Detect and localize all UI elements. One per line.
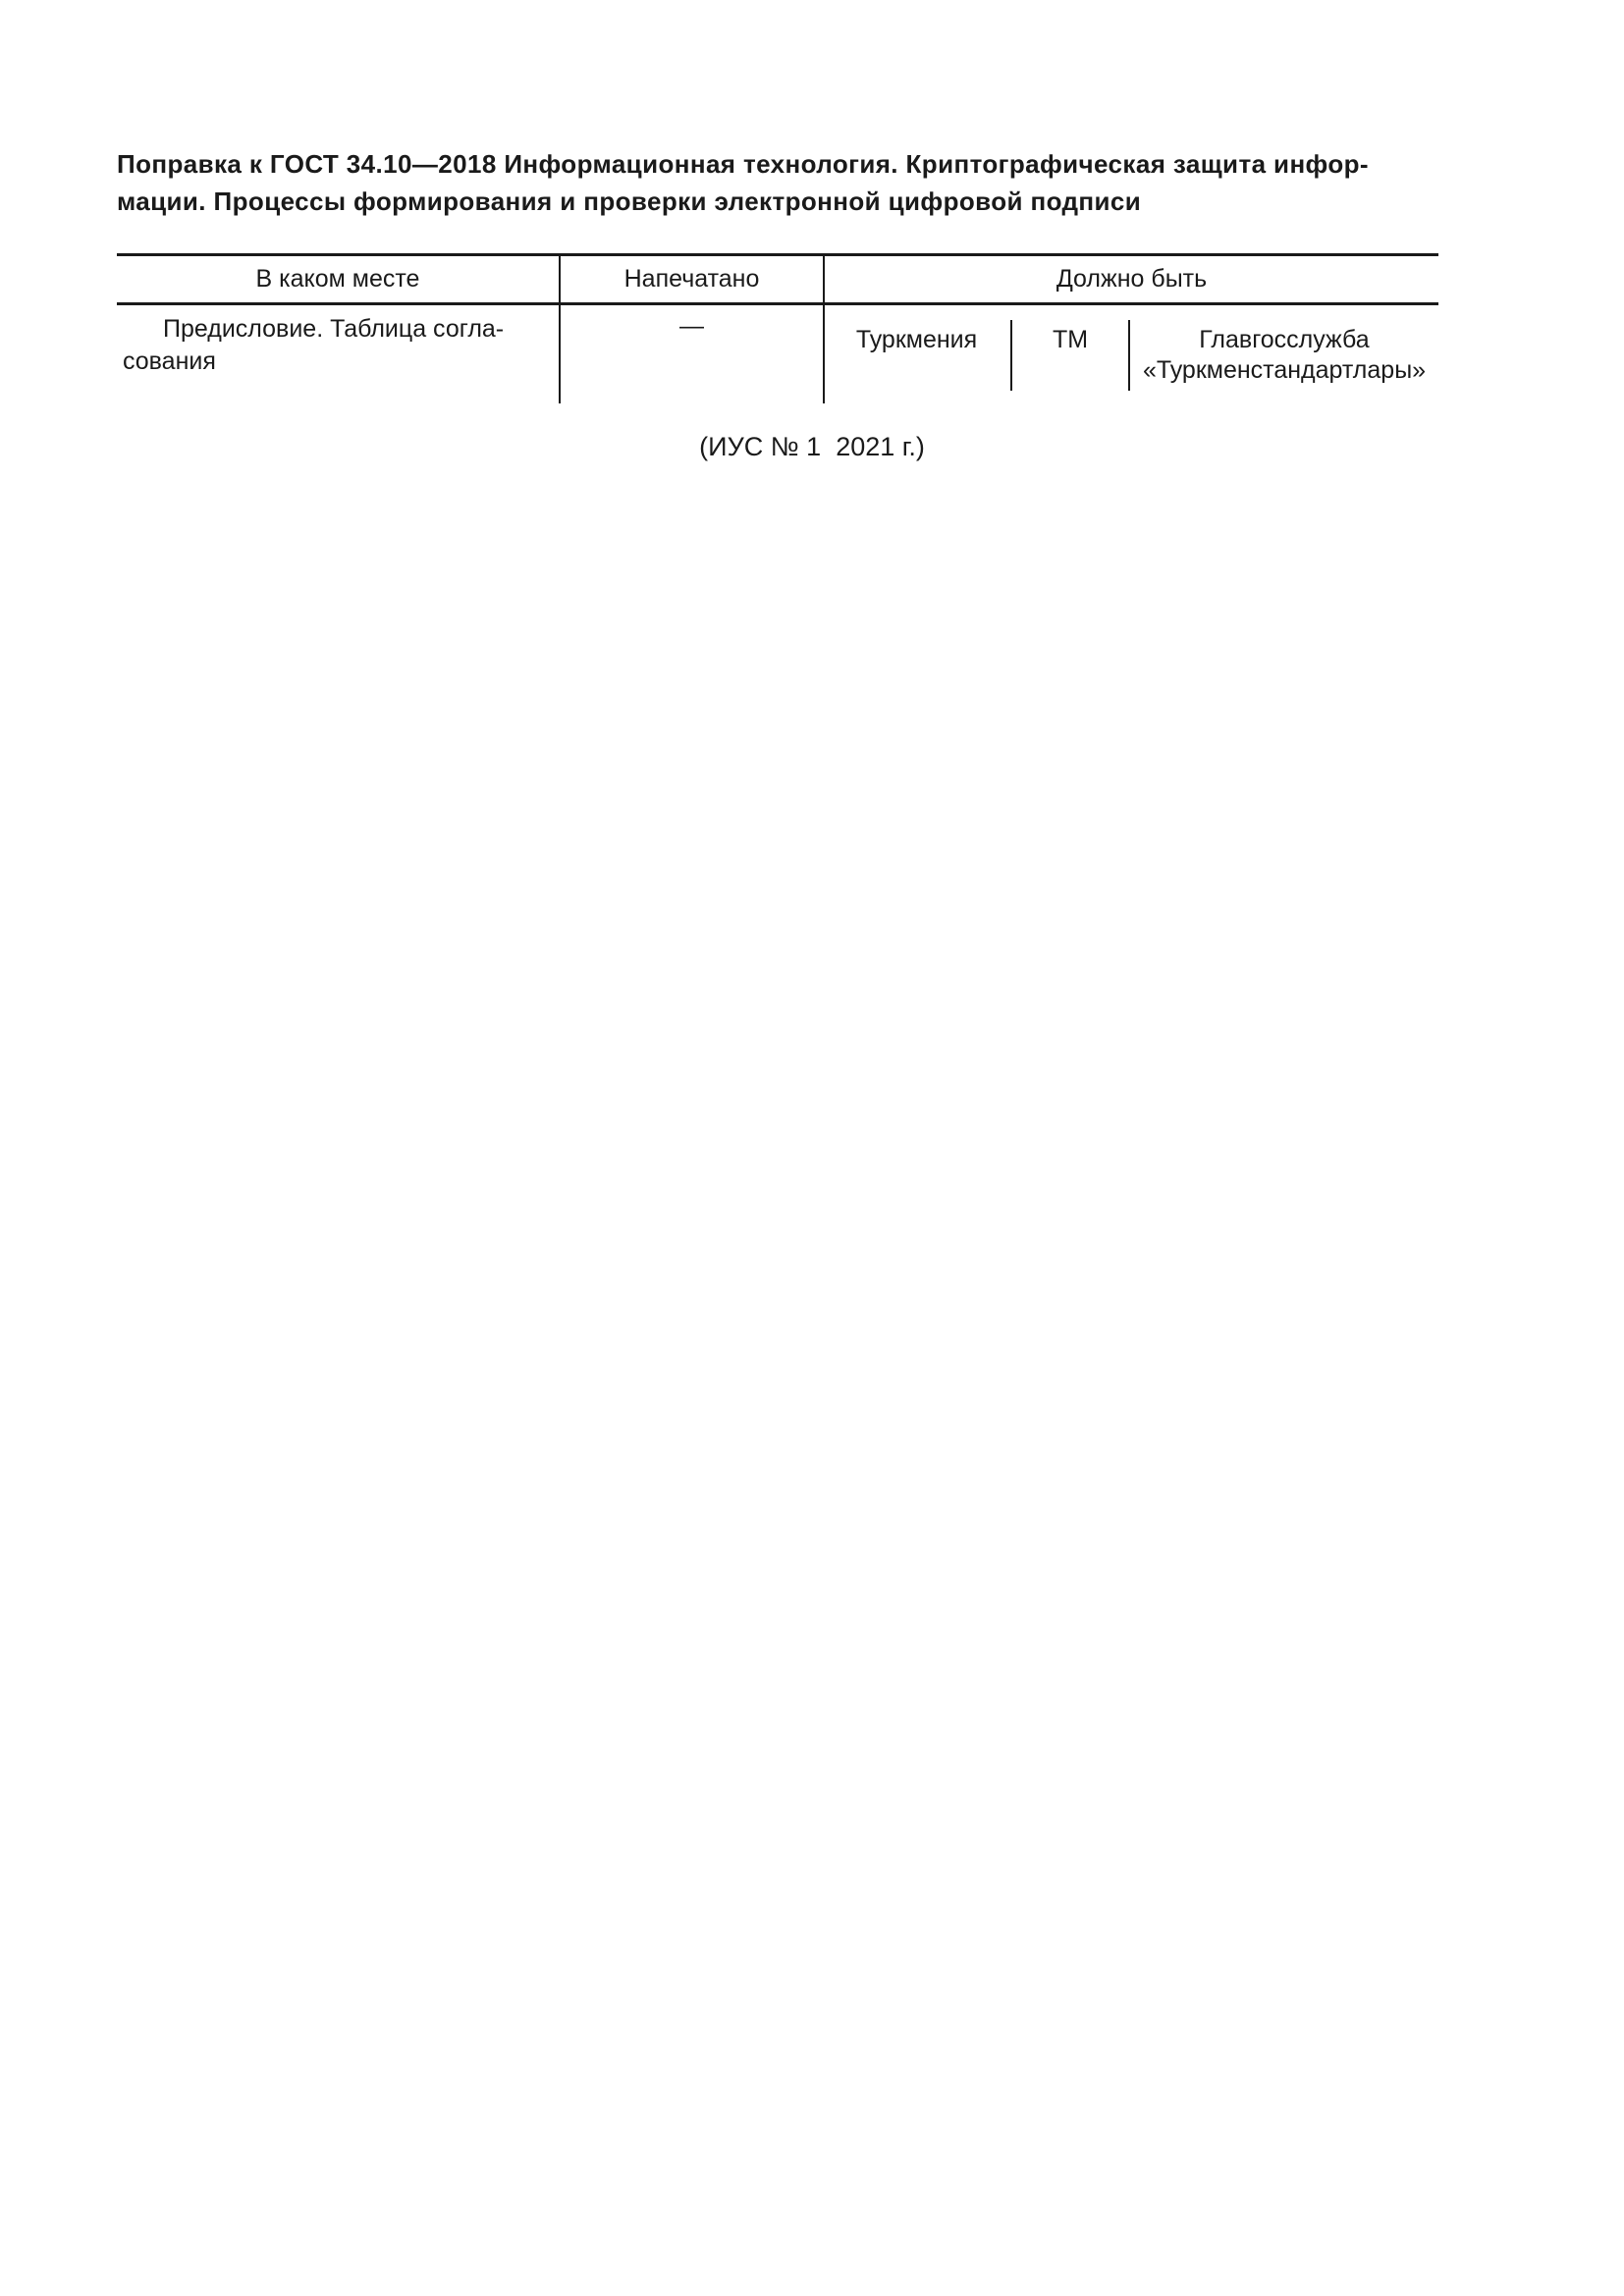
table-header-rule bbox=[117, 302, 1438, 305]
header-location: В каком месте bbox=[255, 265, 420, 293]
document-title-line-1: Поправка к ГОСТ 34.10—2018 Информационная технология. Криптографическая защита инфор- bbox=[117, 149, 1369, 179]
header-printed: Напечатано bbox=[623, 265, 760, 293]
document-title-line-2: мации. Процессы формирования и проверки электронной цифровой подписи bbox=[117, 187, 1142, 216]
row-country-code: ТМ bbox=[1052, 326, 1089, 353]
row-location-line-1: Предисловие. Таблица согла- bbox=[163, 315, 505, 343]
correction-table bbox=[117, 253, 1438, 403]
table-top-rule bbox=[117, 253, 1438, 256]
header-should-be: Должно быть bbox=[1056, 265, 1208, 293]
row-location-line-2: сования bbox=[123, 347, 216, 375]
row-agency-line-1: Главгосслужба bbox=[1199, 326, 1370, 353]
row-printed-value: — bbox=[679, 312, 704, 340]
publication-reference: (ИУС № 1 2021 г.) bbox=[699, 432, 925, 461]
document-title bbox=[117, 145, 1444, 220]
row-agency-line-2: «Туркменстандартлары» bbox=[1142, 356, 1427, 384]
row-country: Туркмения bbox=[855, 326, 978, 353]
